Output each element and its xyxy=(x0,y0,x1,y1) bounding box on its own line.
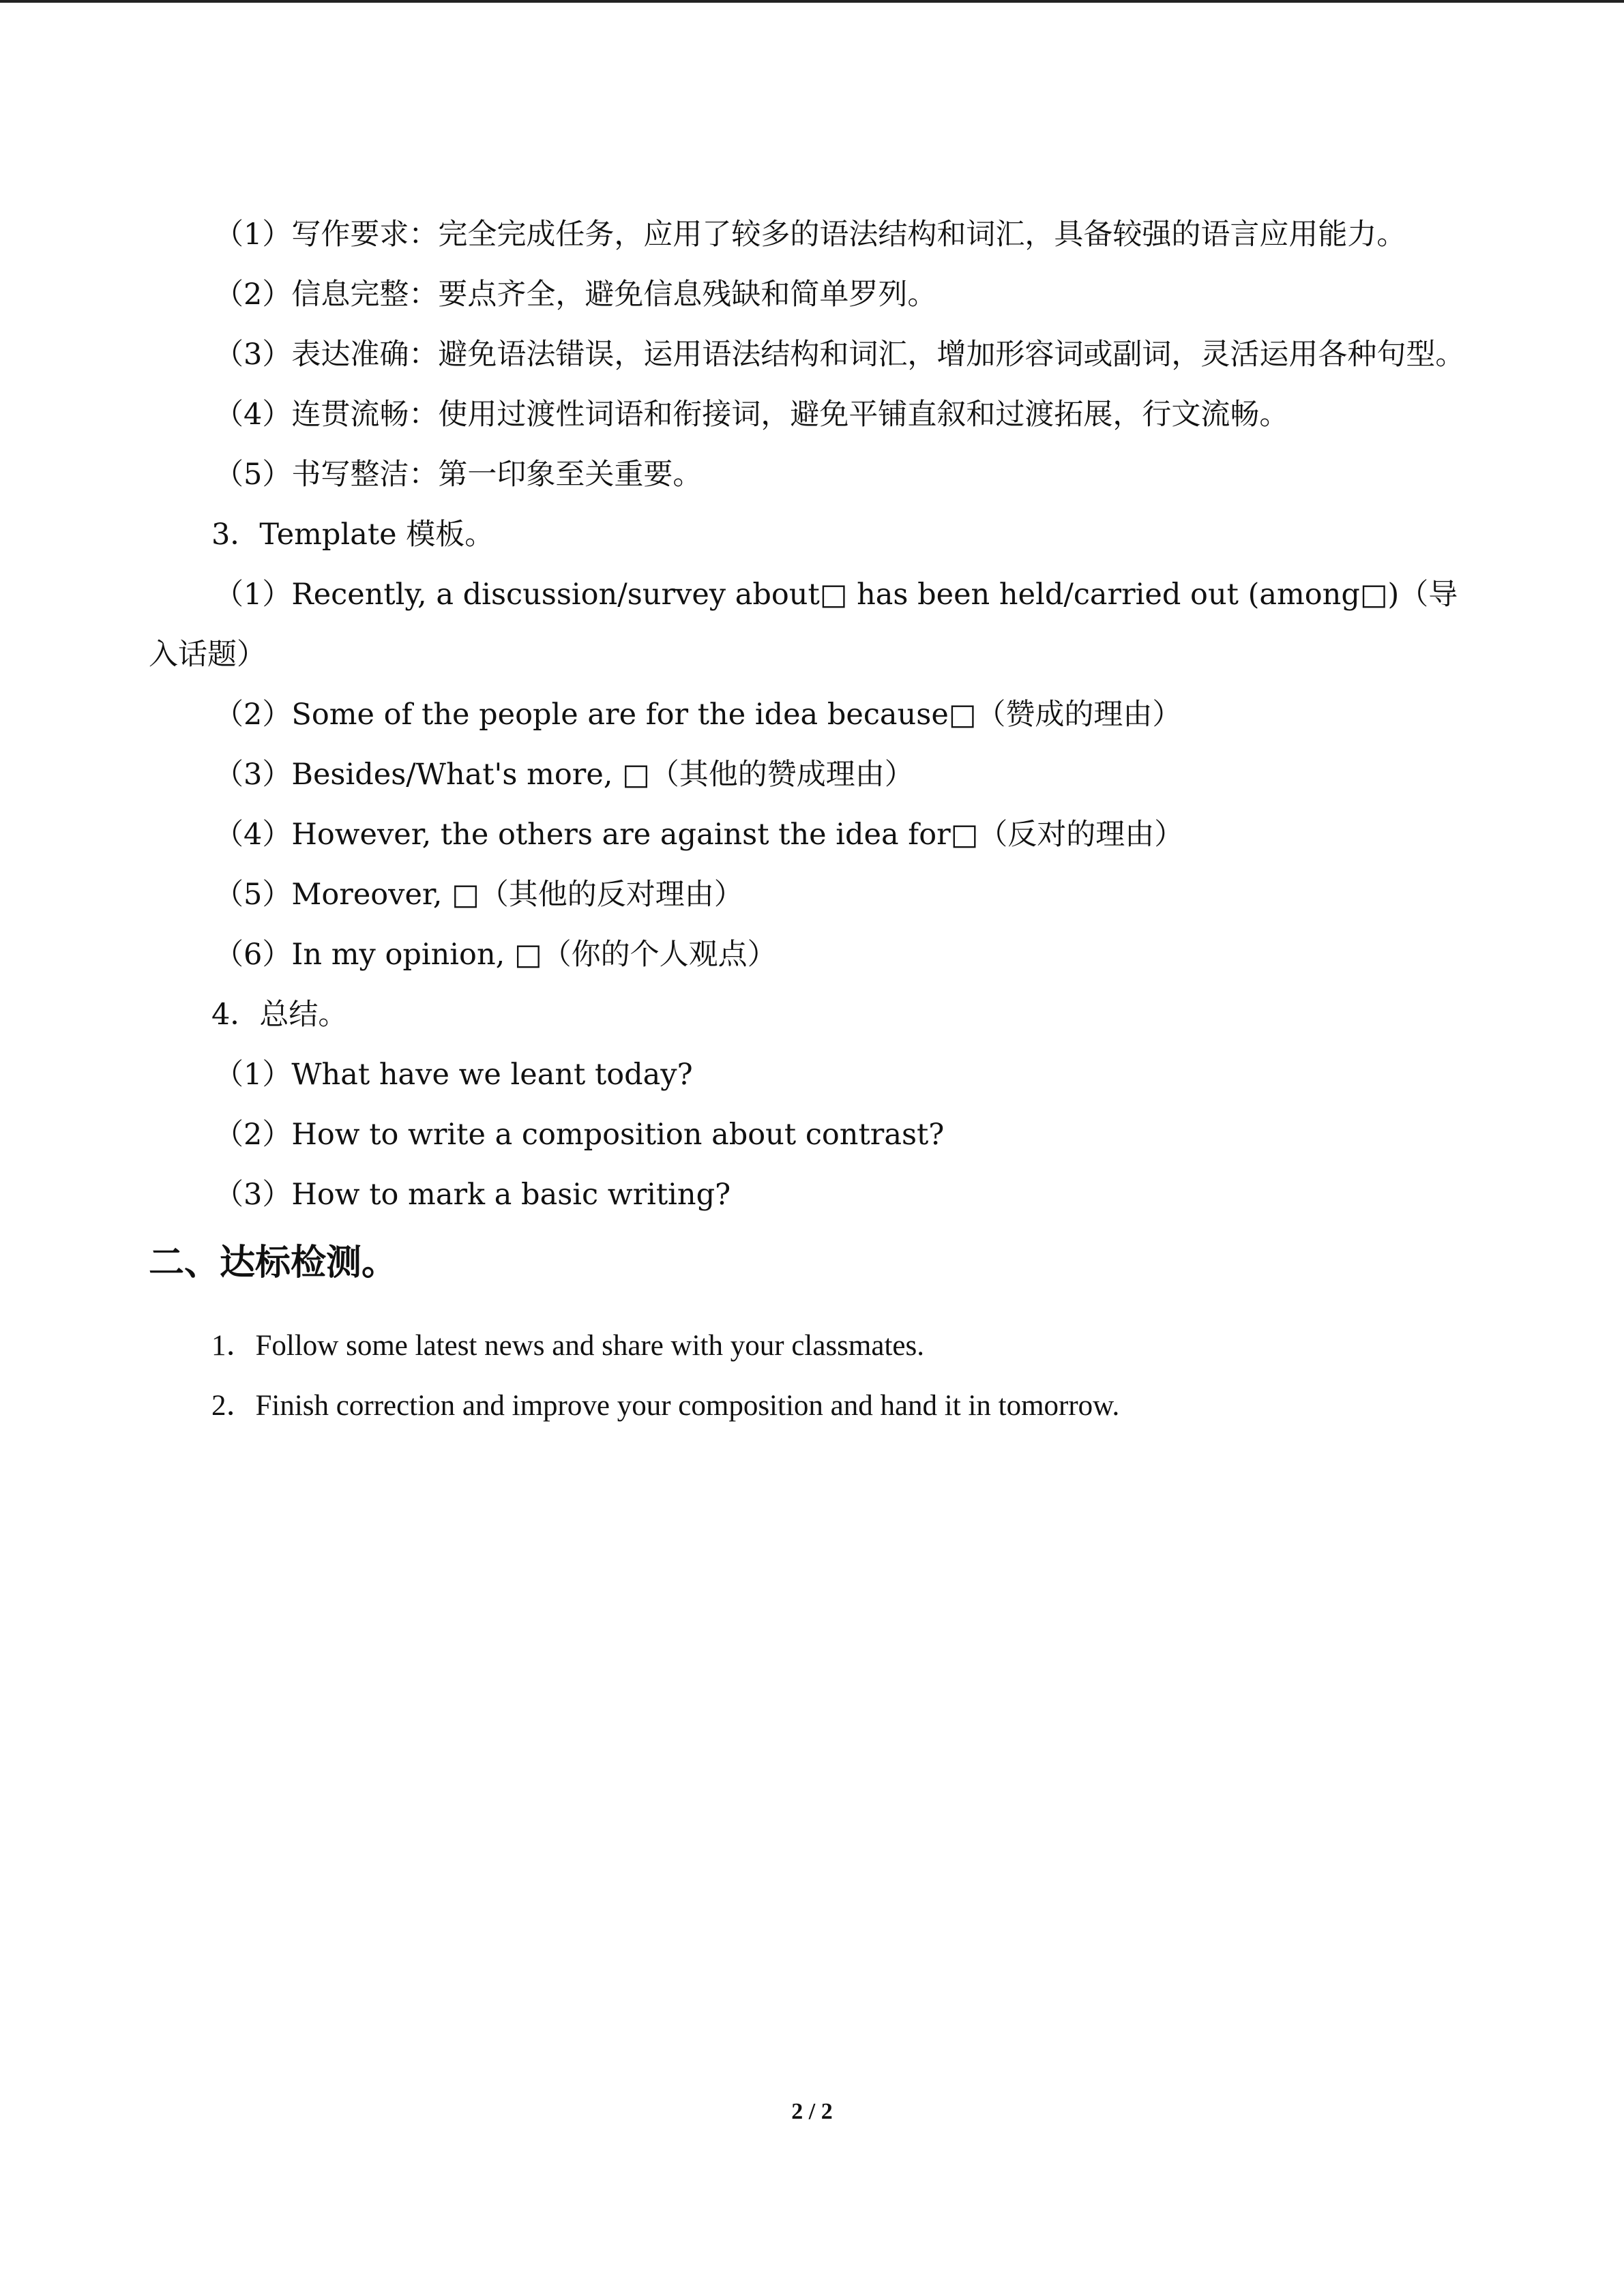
summary-item-2: （2）How to write a composition about contrast? xyxy=(214,1118,945,1152)
template-item-2: （2）Some of the people are for the idea because□（赞成的理由） xyxy=(214,698,1182,732)
document-body xyxy=(149,205,1476,1436)
assessment-heading: 二、达标检测。 xyxy=(149,1242,398,1283)
template-item-3: （3）Besides/What's more, □（其他的赞成理由） xyxy=(214,758,914,792)
template-item-1: （1）Recently, a discussion/survey about□ has been held/carried out (among□)（导入话题） xyxy=(149,578,1458,672)
template-item-6: （6）In my opinion, □（你的个人观点） xyxy=(214,938,777,972)
page-number: 2 / 2 xyxy=(791,2099,833,2124)
template-item-4: （4）However, the others are against the idea for□（反对的理由） xyxy=(214,818,1184,852)
writing-requirement-1: （1）写作要求：完全完成任务，应用了较多的语法结构和词汇，具备较强的语言应用能力。 xyxy=(214,218,1406,252)
writing-requirement-4: （4）连贯流畅：使用过渡性词语和衔接词，避免平铺直叙和过渡拓展，行文流畅。 xyxy=(214,398,1289,432)
writing-requirement-3: （3）表达准确：避免语法错误，运用语法结构和词汇，增加形容词或副词，灵活运用各种句型。 xyxy=(214,338,1465,372)
template-item-5: （5）Moreover, □（其他的反对理由） xyxy=(214,878,743,912)
assessment-item-1: 1．Follow some latest news and share with your classmates. xyxy=(211,1330,924,1362)
page-top-border xyxy=(0,0,1624,3)
summary-item-1: （1）What have we leant today? xyxy=(214,1058,693,1092)
summary-heading: 4．总结。 xyxy=(211,998,348,1032)
assessment-item-2: 2．Finish correction and improve your composition and hand it in tomorrow. xyxy=(211,1390,1120,1422)
template-heading: 3．Template 模板。 xyxy=(211,518,494,552)
summary-item-3: （3）How to mark a basic writing? xyxy=(214,1178,731,1212)
writing-requirement-2: （2）信息完整：要点齐全，避免信息残缺和简单罗列。 xyxy=(214,278,937,312)
writing-requirement-5: （5）书写整洁：第一印象至关重要。 xyxy=(214,458,703,492)
